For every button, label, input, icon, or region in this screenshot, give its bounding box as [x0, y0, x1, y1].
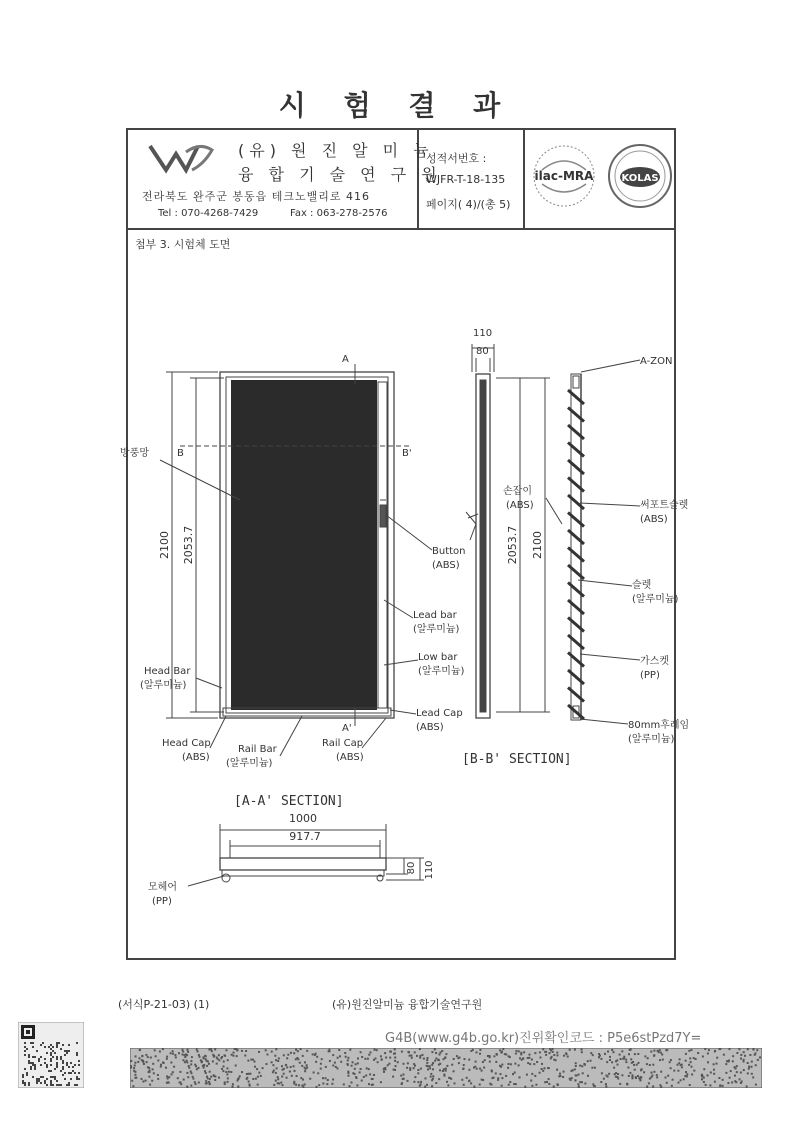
- label-head-cap: Head Cap: [162, 738, 211, 749]
- label-a-zon: A-ZON: [640, 356, 673, 367]
- label-mohair-material: (PP): [152, 896, 172, 907]
- label-gasket: 가스켓: [640, 656, 669, 667]
- label-head-bar: Head Bar: [144, 666, 191, 677]
- footer-org: (유)원진알미늄 융합기술연구원: [332, 998, 483, 1011]
- label-rail-cap: Rail Cap: [322, 738, 364, 749]
- label-mohair: 모헤어: [148, 882, 177, 893]
- label-handle-material: (ABS): [506, 500, 534, 511]
- section-aa-dim-80: 80: [406, 861, 417, 875]
- section-aa-title: [A-A' SECTION]: [234, 794, 344, 809]
- label-lead-cap: Lead Cap: [416, 708, 463, 719]
- marker-b-prime: B': [402, 448, 412, 459]
- label-button-material: (ABS): [432, 560, 460, 571]
- qr-code: [18, 1022, 84, 1088]
- section-aa-dim-917: 917.7: [289, 830, 321, 843]
- label-head-cap-material: (ABS): [182, 752, 210, 763]
- kolas-logo-text: KOLAS: [621, 173, 659, 184]
- form-number: (서식P-21-03) (1): [118, 998, 210, 1011]
- security-pattern: [130, 1048, 762, 1088]
- side-dim-80: 80: [476, 346, 489, 357]
- marker-b: B: [177, 448, 184, 459]
- section-bb-title: [B-B' SECTION]: [462, 752, 572, 767]
- label-mesh: 방풍망: [120, 448, 149, 459]
- mesh-panel: [231, 380, 377, 710]
- report-no: WJFR-T-18-135: [426, 173, 506, 186]
- front-height-dim: 2100: [158, 531, 171, 559]
- report-no-label: 성적서번호 :: [426, 152, 487, 165]
- org-address: 전라북도 완주군 봉동읍 테크노밸리로 416: [142, 190, 370, 203]
- side-height-dim: 2100: [531, 531, 544, 559]
- label-slat-material: (알루미늄): [632, 594, 679, 605]
- side-dim-110: 110: [473, 328, 493, 339]
- org-name-line2: 융 합 기 술 연 구 원: [238, 165, 442, 184]
- org-fax: Fax : 063-278-2576: [290, 208, 388, 219]
- org-tel: Tel : 070-4268-7429: [158, 208, 259, 219]
- label-rail-bar: Rail Bar: [238, 744, 277, 755]
- org-name-line1: (유) 원 진 알 미 늄: [238, 141, 434, 160]
- label-button: Button: [432, 546, 466, 557]
- section-aa-dim-110: 110: [424, 860, 435, 880]
- page-info: 페이지( 4)/(총 5): [426, 198, 511, 211]
- label-lead-bar-material: (알루미늄): [413, 624, 460, 635]
- label-lead-cap-material: (ABS): [416, 722, 444, 733]
- label-lead-bar: Lead bar: [413, 610, 457, 621]
- attachment-title: 첨부 3. 시험체 도면: [135, 238, 231, 251]
- label-handle: 손잡이: [503, 486, 532, 497]
- verification-code: G4B(www.g4b.go.kr)진위확인코드 : P5e6stPzd7Y=: [385, 1031, 702, 1046]
- front-inner-height-dim: 2053.7: [182, 525, 195, 565]
- label-frame: 80mm후레임: [628, 720, 690, 731]
- label-gasket-material: (PP): [640, 670, 660, 681]
- label-rail-cap-material: (ABS): [336, 752, 364, 763]
- label-slat: 슬렛: [632, 580, 652, 591]
- section-aa-dim-1000: 1000: [289, 812, 317, 825]
- label-support-slat: 써포트슬렛: [640, 500, 689, 511]
- label-frame-material: (알루미늄): [628, 734, 675, 745]
- ilac-logo-text: ilac-MRA: [534, 169, 594, 183]
- label-low-bar: Low bar: [418, 652, 458, 663]
- label-head-bar-material: (알루미늄): [140, 680, 187, 691]
- side-inner-height-dim: 2053.7: [506, 525, 519, 565]
- marker-a: A: [342, 354, 349, 365]
- label-low-bar-material: (알루미늄): [418, 666, 465, 677]
- document-title: 시 험 결 과: [278, 89, 515, 122]
- label-support-slat-material: (ABS): [640, 514, 668, 525]
- marker-a-prime: A': [342, 723, 352, 734]
- label-rail-bar-material: (알루미늄): [226, 758, 273, 769]
